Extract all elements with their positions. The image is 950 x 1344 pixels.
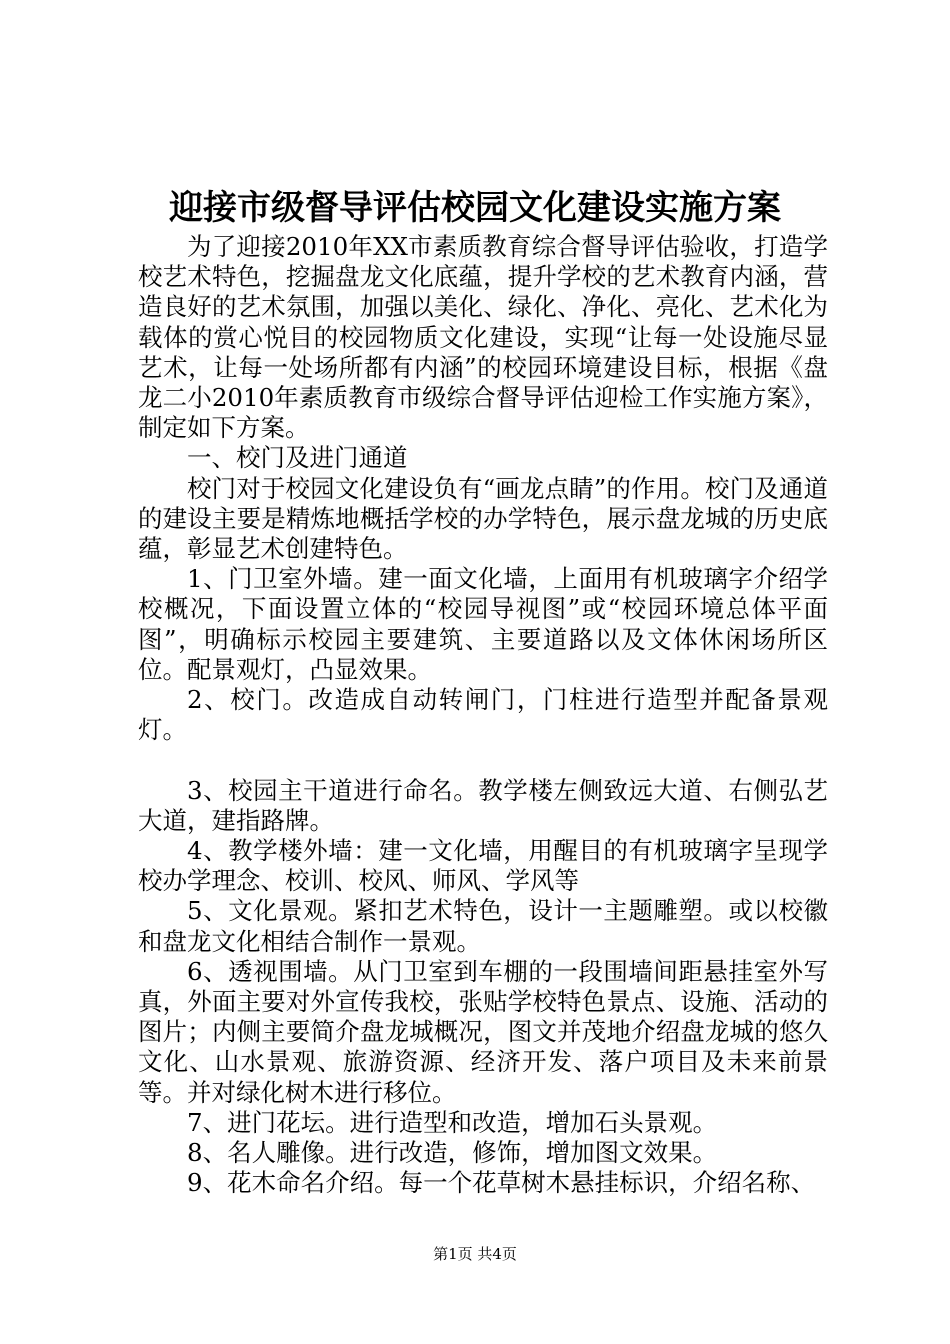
document-body: [138, 232, 828, 1198]
paragraph-section-intro: 校门对于校园文化建设负有“画龙点睛”的作用。校门及通道的建设主要是精炼地概括学校的办学特色，展示盘龙城的历史底蕴，彰显艺术创建特色。: [138, 473, 828, 564]
section-heading: 一、校门及进门通道: [187, 443, 408, 473]
list-item: 8、名人雕像。进行改造，修饰，增加图文效果。: [187, 1138, 718, 1168]
paragraph-intro: 为了迎接2010年XX市素质教育综合督导评估验收，打造学校艺术特色，挖掘盘龙文化底蕴，提升学校的艺术教育内涵，营造良好的艺术氛围，加强以美化、绿化、净化、亮化、艺术化为载体的赏心悦目的校园物质文化建设，实现“让每一处设施尽显艺术，让每一处场所都有内涵”的校园环境建设目标，根据《盘龙二小2010年素质教育市级综合督导评估迎检工作实施方案》，制定如下方案。: [138, 232, 828, 443]
document-title: 迎接市级督导评估校园文化建设实施方案: [169, 188, 781, 228]
list-item: 4、教学楼外墙：建一文化墙，用醒目的有机玻璃字呈现学校办学理念、校训、校风、师风、学风等: [138, 836, 828, 896]
list-item: 2、校门。改造成自动转闸门，门柱进行造型并配备景观灯。: [138, 685, 828, 745]
list-item: 6、透视围墙。从门卫室到车棚的一段围墙间距悬挂室外写真，外面主要对外宣传我校，张贴学校特色景点、设施、活动的图片；内侧主要简介盘龙城概况，图文并茂地介绍盘龙城的悠久文化、山水景观、旅游资源、经济开发、落户项目及未来前景等。并对绿化树木进行移位。: [138, 956, 828, 1107]
list-item: 1、门卫室外墙。建一面文化墙，上面用有机玻璃字介绍学校概况，下面设置立体的“校园导视图”或“校园环境总体平面图”，明确标示校园主要建筑、主要道路以及文体休闲场所区位。配景观灯，凸显效果。: [138, 564, 828, 684]
list-item: 5、文化景观。紧扣艺术特色，设计一主题雕塑。或以校徽和盘龙文化相结合制作一景观。: [138, 896, 828, 956]
list-item: 3、校园主干道进行命名。教学楼左侧致远大道、右侧弘艺大道，建指路牌。: [138, 775, 828, 835]
page-footer: 第1页 共4页: [433, 1245, 517, 1263]
list-item: 9、花木命名介绍。每一个花草树木悬挂标识，介绍名称、: [187, 1168, 816, 1198]
list-item: 7、进门花坛。进行造型和改造，增加石头景观。: [187, 1107, 718, 1137]
